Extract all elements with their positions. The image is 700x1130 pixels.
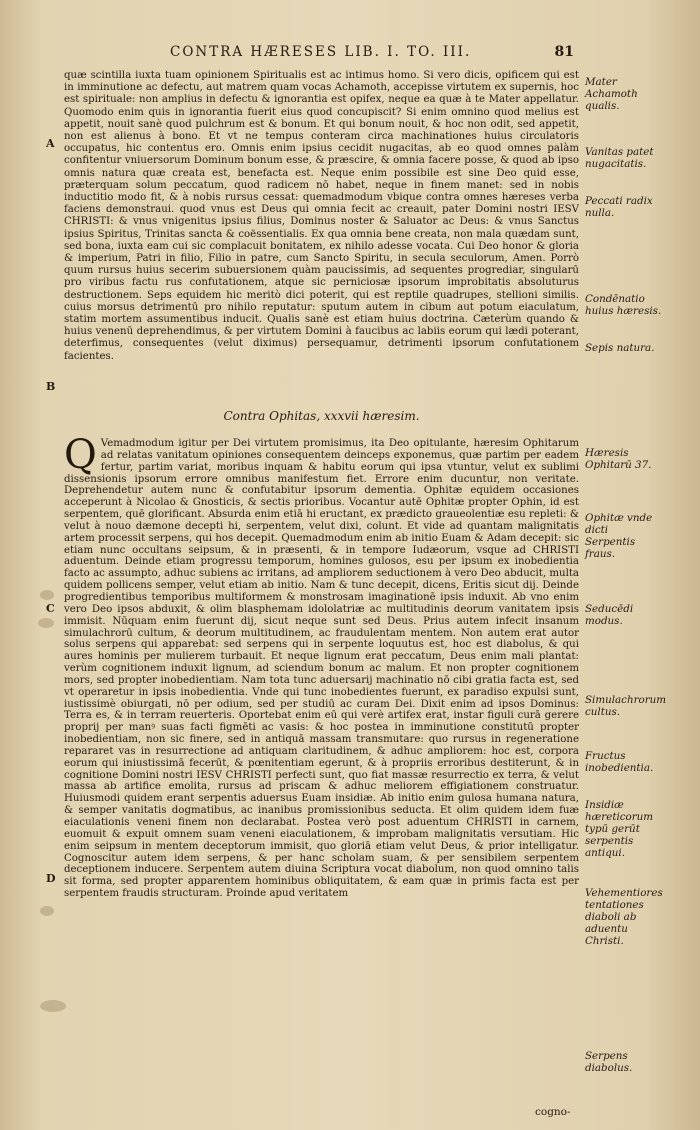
drop-cap: Q (64, 432, 97, 478)
marginal-note: Mater Achamoth qualis. (585, 76, 638, 112)
marginal-note: Fructus inobedientia. (585, 750, 654, 774)
marginal-note: Peccati radix nulla. (585, 195, 653, 219)
marginal-note: Vanitas patet nugacitatis. (585, 146, 654, 170)
text-block-2 (64, 432, 579, 1103)
paper-stain (38, 618, 54, 628)
marginal-note: Sepis natura. (585, 342, 655, 354)
marginal-note: Seducēdi modus. (585, 603, 634, 627)
marginal-note: Serpens diabolus. (585, 1050, 633, 1074)
paragraph-2: Vemadmodum igitur per Dei virtutem promisimus, ita Deo opitulante, hæresim Ophitarum ad relatas vanitatum opiniones consequentem deinceps exponemus, quæ partim per eadem fertur, partim variat, moribus inquam & habitu eorum qui ipsa vtuntur, velut ex sublimi dissensionis ipsorum errore omnibus manifestum fiet. Errore enim ducuntur, non veritate. Deprehendetur autem nunc & confutabitur ipsorum dementia. Ophitæ equidem occasiones acceperunt à Nicolao & Gnosticis, & sectis prioribus. Vocantur autē Ophitæ propter Ophin, id est serpentem, quē glorificant. Absurda enim etiā hi eructant, ex prædicto graueolentiæ esu repleti: & velut à nouo dæmone decepti hi, serpentem, velut dixi, colunt. Et vide ad quantam malignitatis artem processit serpens, qui hos decepit. Quemadmodum enim ab initio Euam & Adam decepit: sic etiam nunc occultans seipsum, & in præsenti, & in tempore Iudæorum, vsque ad CHRISTI aduentum. Deinde etiam progressu temporum, homines gulosos, esu per ipsum ex inobedientia facto ac assumpto, adhuc subiens ac irritans, ad ampliorem seductionem à vero Deo abducit, multa quidem pollicens semper, velut etiam ab initio. Nam & tunc decepit, dicens, Eritis sicut dij. Deinde progredientibus temporibus multiformem & monstrosam imaginationē ipsis induxit. Ab vno enim vero Deo ipsos abduxit, & olim blasphemam idololatriæ ac multitudinis deorum vanitatem ipsis immisit. Nūquam enim fuerunt dij, sicut neque sunt sed Deus. Prius autem infecit insanum simulachrorū cultum, & deorum multitudinem, ac fraudulentam mentem. Non autem erat autor solus serpens qui apparebat: sed serpens qui in serpente loquutus est, hoc est diabolus, & qui aures hominis per mulierem turbauit. Et neque lignum erat peccatum, Deus enim mali plantat: verùm cognitionem induxit lignum, ad sciendum bonum ac malum. Et non propter cognitionem mors, sed propter inobedientiam. Nam tota tunc aduersarij machinatio nō cibi gratia facta est, sed vt operaretur in ipsis inobedientia. Vnde qui tunc inobedientes fuerunt, ex paradiso expulsi sunt, iustissimè obiurgati, nō per odium, sed per studiū ac curam Dei. Dixit enim ad ipsos Dominus: Terra es, & in terram reuerteris. Oportebat enim eū qui verè artifex erat, instar figuli curā gerere proprij per manꝰ suas facti figmēti ac vasis: & hoc postea in imminutione constitutū propter inobedientiam, non sic finere, sed in antiquā massam transmutare: quo rursus in regeneratione repararet vas in resurrectione ad antiquam claritudinem, & adhuc ampliorem: hoc est, corpora eorum qui iniustissimā fecerūt, & pœnitentiam egerunt, & à propriis erroribus destiterunt, & in cognitione Domini nostri IESV CHRISTI perfecti sunt, quo fiat massæ resurrectio ex terra, & velut massa ab artifice emolita, rursus ad priscam & adhuc meliorem effigiationem construatur. Huiusmodi quidem erant serpentis aduersus Euam insidiæ. Ab initio enim gulosa humana natura, & semper vanitatis dogmatibus, ac inanibus promissionibus seducta. Et olim quidem idem fuæ eiaculationis veneni finem non declarabat. Postea verò post aduentum CHRISTI in carnem, euomuit & expuit omnem suam veneni eiaculationem, & improbam malignitatis versutiam. Hic enim seipsum in mentem deceptorum immisit, quo gloriā etiam velut Deus, & prior intelligatur. Cognoscitur autem idem serpens, & per hanc scholam suam, & per sensibilem serpentem deceptionem inducere. Serpentem autem diuina Scriptura vocat diabolum, non quod omnino talis sit forma, sed propter apparentem hominibus obliquitatem, & eam quæ in primis facta est per serpentem fraudis structuram. Proinde apud veritatem (64, 438, 579, 900)
paper-stain (40, 590, 54, 600)
marginal-note: Hæresis Ophitarū 37. (585, 447, 652, 471)
side-mark-b: B (46, 380, 56, 393)
catchword: cogno- (535, 1106, 571, 1118)
side-mark-a: A (46, 137, 55, 150)
paragraph-1: quæ scintilla iuxta tuam opinionem Spiritualis est ac intimus homo. Si vero dicis, opificem qui est in imminutione ac defectu, aut matrem quam vocas Achamoth, accepisse virtutem ex supernis, hoc est spirituale: non amplius in defectu & ignorantia est opifex, neque ea quæ à te Mater appellatur. Quomodo enim quis in ignorantia fuerit eius quod concupiscit? Si enim omnino quod melius est appetit, nouit sanè quod pulchrum est & bonum. Et qui bonum nouit, & hoc non odit, sed appetit, non est alienus à bono. Et vt ne tempus conteram circa machinationes huius circulatoris occupatus, hic contentus ero. Omnis enim ipsius cecidit nugacitas, ab eo quod omnes palàm confitentur vniuersorum Dominum bonum esse, & præscire, & omnia facere posse, & quod ab ipso omnis natura quæ creata est, benefacta est. Neque enim possibile est sine Deo quid esse, præterquam solum peccatum, quod radicem nō habet, neque in finem manet: sed in nobis inductitio modo fit, & à nobis rursus cessat: quemadmodum vbique contra omnes hæreses verba faciens demonstraui. quod vnus est Deus qui omnia fecit ac creauit, pater Domini nostri IESV CHRISTI: & vnus vnigenitus ipsius filius, Dominus noster & Saluator ac Deus: & vnus Sanctus ipsius Spiritus, Trinitas sancta & coëssentialis. Ex qua omnia bene creata, non mala quædam sunt, sed bona, iuxta eam cui sic complacuit bonitatem, ex nihilo adesse vocata. Cui Deo honor & gloria & imperium, Patri in filio, Filio in patre, cum Sancto Spiritu, in secula seculorum, Amen. Porrò quum rursus huius secerim subuersionem quàm paucissimis, ad sequentes progrediar, singularū pro viribus factu rus confutationem, atque sic perniciosæ ipsorum improbitatis absoluturus destructionem. Seps equidem hic meritò dici poterit, qui est reptile quadrupes, stellioni similis. cuius morsus detrimentū pro nihilo reputatur: sputum autem in cibum aut potum eiaculatum, statim mortem assumentibus inducit. Qualis sanè est etiam huius doctrina. Cæterùm quando & huius venenū deprehendimus, & per virtutem Domini à faucibus ac labiis eorum qui lædi poterant, deterfimus, consequentes (velut diximus) persequamur, detrimenti ipsorum confutationem facientes. (64, 70, 579, 362)
paper-stain (40, 1000, 66, 1012)
marginal-note: Simulachrorum cultus. (585, 694, 667, 718)
running-header (170, 44, 670, 64)
marginal-note: Serpentis fraus. (585, 536, 636, 560)
marginal-note: Condēnatio huius hæresis. (585, 293, 662, 317)
marginal-note: Vehementiores tentationes diaboli ab aduentu Christi. (585, 887, 663, 947)
text-block-1 (64, 70, 579, 393)
section-heading: Contra Ophitas, xxxvii hæresim. (223, 409, 420, 423)
side-mark-c: C (46, 602, 55, 615)
side-mark-d: D (46, 872, 56, 885)
paper-stain (40, 906, 54, 916)
marginal-note: Ophitæ vnde dicti (585, 512, 653, 536)
page-number: 81 (554, 44, 574, 60)
header-title: CONTRA HÆRESES LIB. I. TO. III. (170, 44, 472, 60)
marginal-note: Insidiæ hæreticorum typū gerūt serpentis antiqui. (585, 799, 654, 859)
